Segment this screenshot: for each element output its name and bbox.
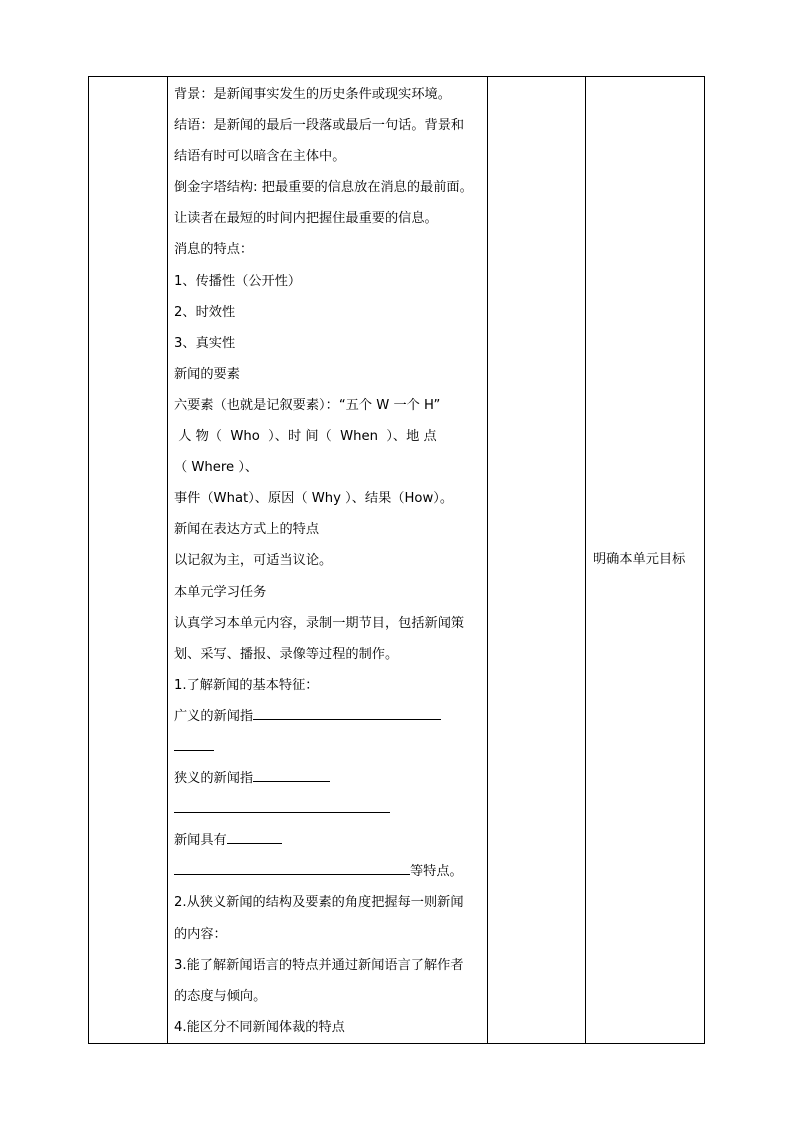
content-cell	[168, 77, 488, 1044]
text-line: 倒金字塔结构: 把最重要的信息放在消息的最前面。	[174, 180, 473, 196]
blank-underline	[174, 795, 390, 813]
text-line: 结语有时可以暗含在主体中。	[174, 149, 346, 165]
blank-underline	[253, 764, 330, 782]
text-segment: 狭义的新闻指	[174, 771, 254, 787]
text-line: 划、采写、播报、录像等过程的制作。	[174, 646, 399, 662]
text-line: 认真学习本单元内容，录制一期节目，包括新闻策	[174, 615, 465, 631]
fill-in-line	[174, 763, 483, 794]
blank-underline	[174, 733, 214, 751]
fill-in-line	[174, 825, 483, 856]
text-line: 4.能区分不同新闻体裁的特点	[174, 1019, 345, 1035]
blank-underline	[253, 702, 441, 720]
goal-cell	[586, 77, 705, 1044]
goal-text: 明确本单元目标	[593, 552, 686, 567]
text-line: 让读者在最短的时间内把握住最重要的信息。	[174, 211, 438, 227]
text-line: 结语：是新闻的最后一段落或最后一句话。背景和	[174, 118, 465, 134]
blank-underline	[227, 826, 282, 844]
text-line: （ Where ）、	[174, 460, 259, 476]
text-line: 事件（What）、原因（ Why ）、结果（How）。	[174, 491, 454, 507]
text-line: 以记叙为主，可适当议论。	[174, 553, 333, 569]
text-line: 3、真实性	[174, 335, 236, 351]
stage-cell	[89, 77, 168, 1044]
fill-in-line	[174, 701, 483, 732]
text-line: 1、传播性（公开性）	[174, 273, 302, 289]
text-segment: 等特点。	[410, 864, 463, 880]
text-line: 本单元学习任务	[174, 584, 267, 600]
text-line: 的内容：	[174, 926, 227, 942]
lesson-table	[88, 76, 705, 1044]
text-line: 1.了解新闻的基本特征：	[174, 677, 319, 693]
text-line: 3.能了解新闻语言的特点并通过新闻语言了解作者	[174, 957, 464, 973]
text-line: 六要素（也就是记叙要素）：“五个 W 一个 H”	[174, 397, 441, 413]
text-segment: 广义的新闻指	[174, 708, 254, 724]
table-row	[89, 77, 705, 1044]
text-line: 的态度与倾向。	[174, 988, 267, 1004]
text-line: 消息的特点：	[174, 242, 254, 258]
text-line: 2、时效性	[174, 304, 236, 320]
text-line: 人 物（ Who ）、时 间（ When ）、地 点	[174, 429, 437, 445]
fill-in-line	[174, 856, 483, 887]
text-line: 2.从狭义新闻的结构及要素的角度把握每一则新闻	[174, 895, 464, 911]
blank-underline	[174, 857, 410, 875]
text-line: 新闻在表达方式上的特点	[174, 522, 320, 538]
fill-in-line	[174, 794, 483, 825]
activity-cell	[488, 77, 586, 1044]
fill-in-line	[174, 732, 483, 763]
text-line: 背景：是新闻事实发生的历史条件或现实环境。	[174, 87, 451, 102]
text-segment: 新闻具有	[174, 833, 227, 849]
text-line: 新闻的要素	[174, 366, 240, 382]
